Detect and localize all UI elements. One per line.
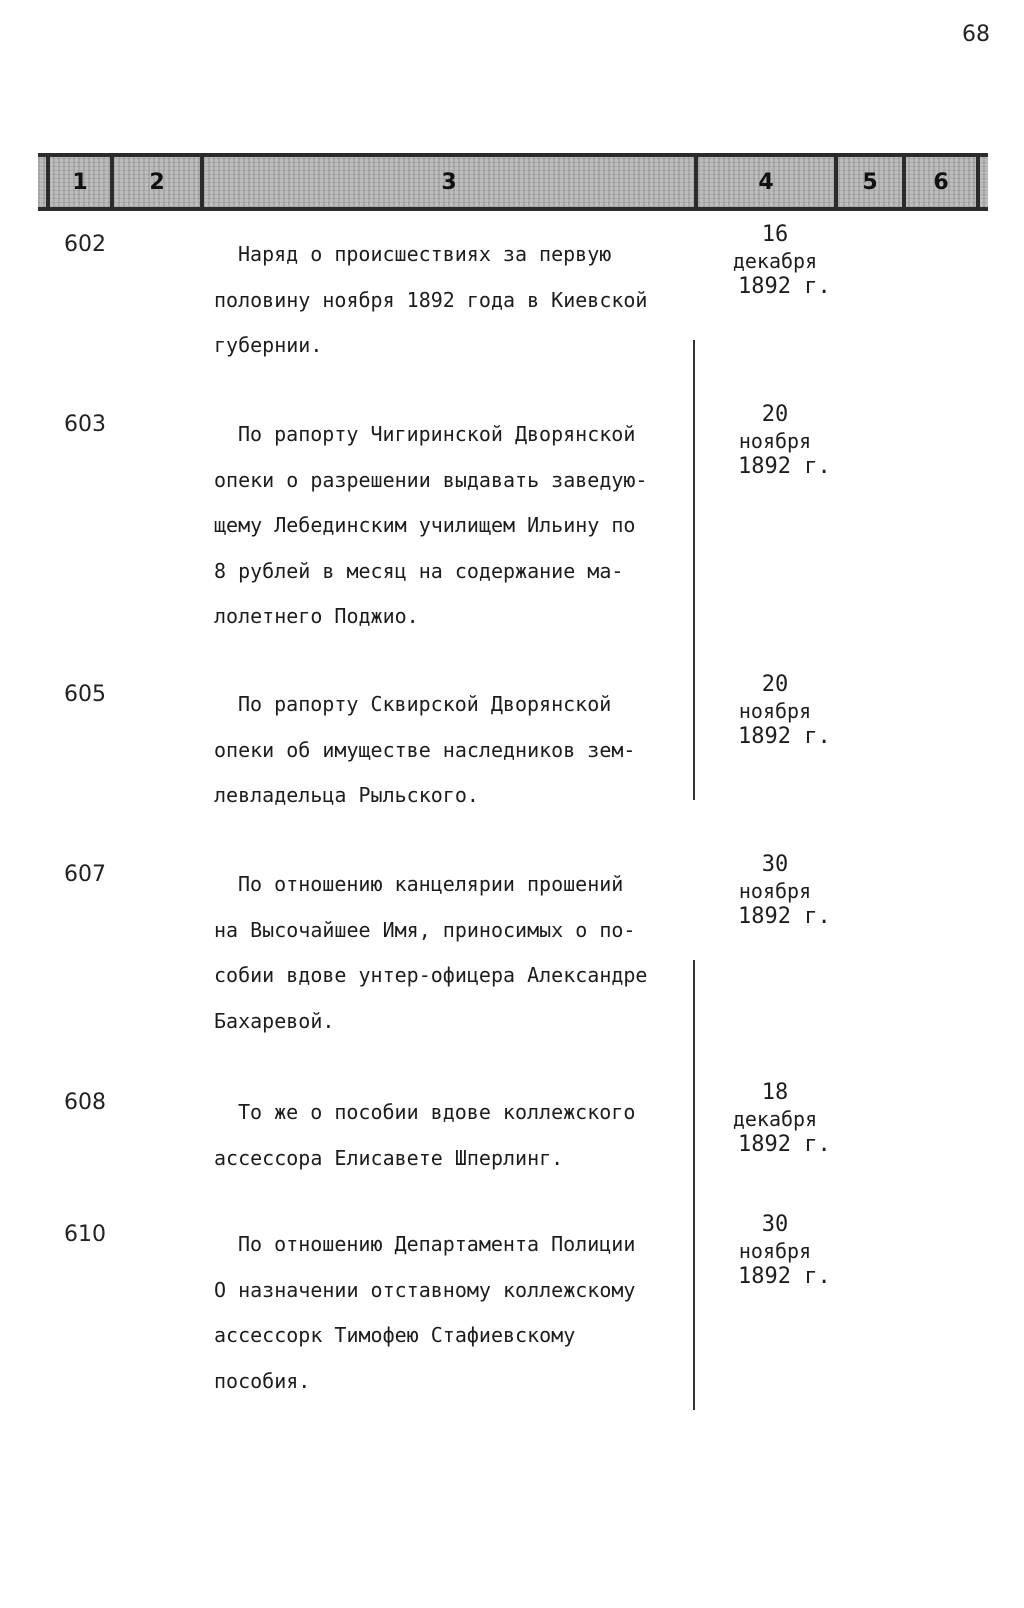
column-header-1: 1 <box>72 169 88 195</box>
entry-description <box>214 412 704 640</box>
column-divider <box>976 157 980 207</box>
description-line: на Высочайшее Имя, приносимых о по- <box>214 917 636 942</box>
description-line: лолетнего Поджио. <box>214 604 419 628</box>
description-line: То же о пособии вдове коллежского <box>238 1100 636 1124</box>
entry-number: 610 <box>64 1222 106 1247</box>
date-day: 30 <box>761 1212 789 1237</box>
date-year: 1892 г. <box>738 1264 831 1289</box>
entry-date <box>720 1210 830 1292</box>
description-line: собии вдове унтер-офицера Александре <box>214 963 648 987</box>
date-day: 16 <box>761 222 789 247</box>
description-line: Наряд о происшествиях за первую <box>238 242 612 266</box>
entry-date <box>720 1078 830 1160</box>
entry-description <box>214 1222 704 1404</box>
description-line: щему Лебединским училищем Ильину по <box>214 513 636 537</box>
entry-description <box>214 682 704 819</box>
description-line: губернии. <box>214 333 323 357</box>
entry-number: 607 <box>64 862 106 887</box>
description-line: половину ноября 1892 года в Киевской <box>214 287 648 312</box>
entry-date <box>720 400 830 482</box>
date-month: декабря <box>732 1107 818 1131</box>
table-header <box>38 153 988 211</box>
date-day: 18 <box>761 1080 789 1105</box>
description-line: О назначении отставному коллежскому <box>214 1277 636 1302</box>
date-year: 1892 г. <box>738 454 831 479</box>
description-line: опеки об имуществе наследников зем- <box>214 737 636 762</box>
entry-date <box>720 850 830 932</box>
description-line: ассессора Елисавете Шперлинг. <box>214 1145 564 1170</box>
date-day: 30 <box>761 852 789 877</box>
description-line: 8 рублей в месяц на содержание ма- <box>214 558 624 583</box>
entry-date <box>720 220 830 302</box>
date-year: 1892 г. <box>738 274 831 299</box>
description-line: левладельца Рыльского. <box>214 783 479 807</box>
entry-number: 608 <box>64 1090 106 1115</box>
date-month: ноября <box>738 1239 812 1263</box>
date-month: декабря <box>732 249 818 273</box>
entry-description <box>214 862 704 1044</box>
description-line: Бахаревой. <box>214 1008 335 1033</box>
date-year: 1892 г. <box>738 1132 831 1157</box>
description-line: ассессорк Тимофею Стафиевскому <box>214 1323 576 1347</box>
column-header-3: 3 <box>441 169 457 195</box>
date-year: 1892 г. <box>738 904 831 929</box>
entry-number: 605 <box>64 682 106 707</box>
entry-date <box>720 670 830 752</box>
date-day: 20 <box>761 672 789 697</box>
entry-description <box>214 232 704 369</box>
column-header-4: 4 <box>758 169 774 195</box>
date-month: ноября <box>738 429 812 453</box>
description-line: По отношению Департамента Полиции <box>238 1232 636 1256</box>
entry-number: 602 <box>64 232 106 257</box>
description-line: пособия. <box>214 1368 311 1393</box>
entry-number: 603 <box>64 412 106 437</box>
date-year: 1892 г. <box>738 724 831 749</box>
description-line: По отношению канцелярии прошений <box>238 872 624 896</box>
date-day: 20 <box>761 402 789 427</box>
description-line: опеки о разрешении выдавать заведую- <box>214 467 648 492</box>
page-number: 68 <box>962 22 990 47</box>
column-header-5: 5 <box>862 169 878 195</box>
date-month: ноября <box>738 879 812 903</box>
entry-description <box>214 1090 704 1181</box>
column-header-2: 2 <box>149 169 165 195</box>
column-header-6: 6 <box>933 169 949 195</box>
date-month: ноября <box>738 699 812 723</box>
description-line: По рапорту Сквирской Дворянской <box>238 692 612 716</box>
description-line: По рапорту Чигиринской Дворянской <box>238 422 636 446</box>
